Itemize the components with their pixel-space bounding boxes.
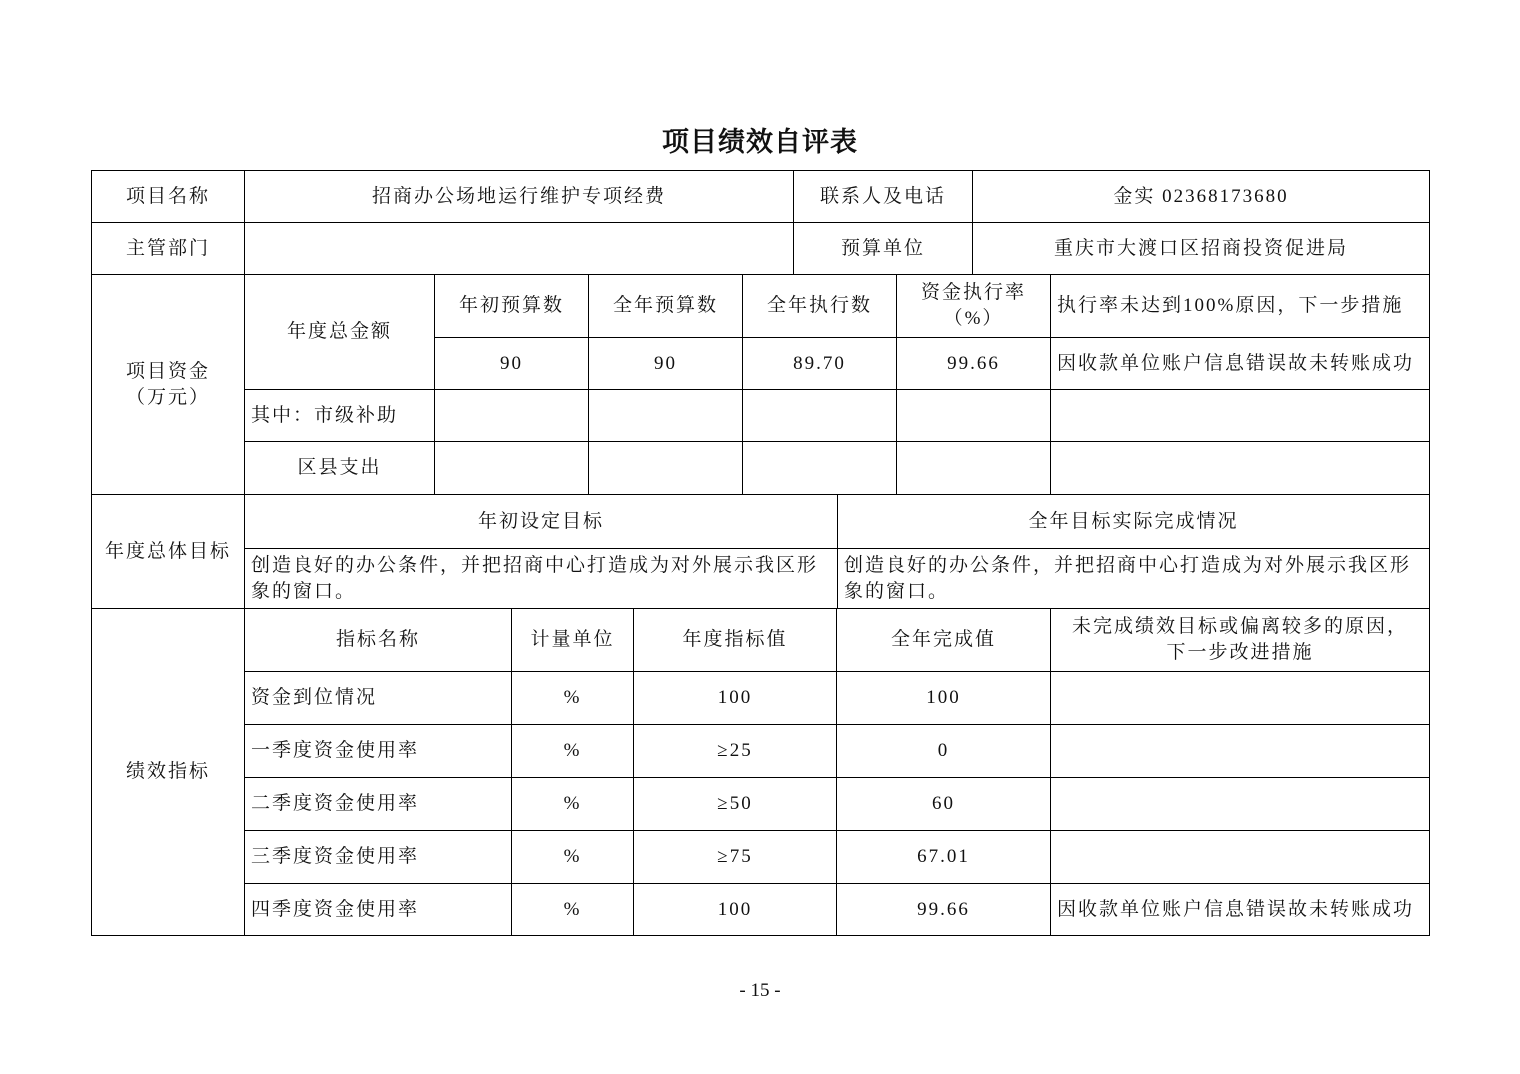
funds-total-value — [434, 337, 589, 390]
indicator-header-text: 计量单位 — [530, 629, 615, 650]
funds-county-value — [434, 441, 589, 495]
funds-header-text: 全年预算数 — [612, 295, 718, 316]
label-department — [91, 222, 245, 275]
label-initial-goal — [244, 494, 838, 549]
indicator-cell — [511, 724, 634, 778]
indicator-header-text: 年度指标值 — [682, 629, 788, 650]
label-annual-total-text: 年度总金额 — [286, 321, 392, 342]
indicator-cell-text: 三季度资金使用率 — [251, 846, 420, 867]
indicator-cell — [633, 724, 837, 778]
label-city-subsidy — [244, 389, 435, 442]
text-actual-completion — [837, 548, 1430, 609]
indicator-cell-text: 100 — [717, 898, 753, 920]
indicator-cell-text: % — [563, 687, 582, 708]
label-project-funds — [91, 274, 245, 495]
page-title: 项目绩效自评表 — [662, 127, 858, 157]
funds-city-value — [742, 389, 897, 442]
funds-county-value — [1050, 441, 1430, 495]
indicator-cell-text: 资金到位情况 — [251, 687, 378, 708]
indicator-cell-text: % — [563, 846, 582, 867]
funds-city-value — [588, 389, 743, 442]
label-annual-goals — [91, 494, 245, 609]
indicator-cell — [836, 777, 1051, 831]
funds-header-text: 年初预算数 — [458, 295, 564, 316]
indicator-cell — [1050, 724, 1430, 778]
indicator-cell-text: 因收款单位账户信息错误故未转账成功 — [1057, 898, 1415, 920]
indicator-cell-text: 二季度资金使用率 — [251, 793, 420, 814]
indicator-cell — [633, 671, 837, 725]
indicator-cell — [633, 830, 837, 884]
funds-header-text: 资金执行率 （%） — [920, 282, 1026, 329]
label-county-expense-text: 区县支出 — [297, 457, 382, 478]
label-performance-indicators — [91, 608, 245, 936]
funds-total-value — [588, 337, 743, 390]
funds-city-value — [896, 389, 1051, 442]
value-contact-text: 金实 02368173680 — [1113, 185, 1289, 207]
indicator-cell-text: % — [563, 793, 582, 814]
indicator-header-text: 指标名称 — [335, 629, 420, 650]
indicator-cell-text: 100 — [717, 687, 753, 708]
value-contact — [972, 170, 1430, 223]
indicator-cell-text: 60 — [932, 793, 955, 814]
label-annual-total — [244, 274, 435, 390]
indicator-cell — [1050, 883, 1430, 936]
indicator-cell — [511, 830, 634, 884]
funds-header — [1050, 274, 1430, 338]
indicator-header — [1050, 608, 1430, 672]
funds-header-text: 全年执行数 — [766, 295, 872, 316]
indicator-cell-text: ≥25 — [717, 740, 753, 761]
indicator-cell-text: ≥75 — [717, 846, 753, 867]
indicator-header-text: 全年完成值 — [890, 629, 996, 650]
indicator-cell — [1050, 777, 1430, 831]
indicator-cell — [511, 671, 634, 725]
funds-city-value — [434, 389, 589, 442]
indicator-header — [511, 608, 634, 672]
text-initial-goal-text: 创造良好的办公条件，并把招商中心打造成为对外展示我区形象的窗口。 — [251, 554, 819, 602]
funds-total-value-text: 99.66 — [947, 352, 1000, 374]
value-project-name — [244, 170, 794, 223]
indicator-cell-text: 一季度资金使用率 — [251, 740, 420, 761]
label-contact-text: 联系人及电话 — [819, 185, 946, 207]
text-actual-completion-text: 创造良好的办公条件，并把招商中心打造成为对外展示我区形象的窗口。 — [844, 554, 1412, 602]
indicator-cell-text: 67.01 — [917, 846, 970, 867]
value-budget-unit-text: 重庆市大渡口区招商投资促进局 — [1053, 237, 1348, 259]
funds-total-value-text: 90 — [654, 352, 677, 374]
value-budget-unit — [972, 222, 1430, 275]
funds-county-value — [588, 441, 743, 495]
label-county-expense — [244, 441, 435, 495]
funds-total-value — [896, 337, 1051, 390]
indicator-cell — [1050, 671, 1430, 725]
indicator-cell-text: 99.66 — [917, 898, 970, 920]
indicator-cell-text: ≥50 — [717, 793, 753, 814]
funds-county-value — [896, 441, 1051, 495]
label-budget-unit-text: 预算单位 — [840, 237, 925, 259]
indicator-cell — [836, 724, 1051, 778]
indicator-cell — [244, 777, 512, 831]
indicator-cell — [1050, 830, 1430, 884]
indicator-cell-text: 100 — [926, 687, 961, 708]
funds-header — [896, 274, 1051, 338]
label-city-subsidy-text: 其中：市级补助 — [251, 404, 399, 426]
label-project-name — [91, 170, 245, 223]
funds-county-value — [742, 441, 897, 495]
indicator-header-text: 未完成绩效目标或偏离较多的原因， 下一步改进措施 — [1071, 616, 1408, 663]
funds-total-value-text: 89.70 — [793, 352, 846, 374]
indicator-cell — [511, 777, 634, 831]
indicator-header — [244, 608, 512, 672]
label-initial-goal-text: 年初设定目标 — [477, 510, 604, 532]
indicator-header — [836, 608, 1051, 672]
funds-header-text: 执行率未达到100%原因，下一步措施 — [1057, 295, 1404, 316]
indicator-header — [633, 608, 837, 672]
label-budget-unit — [793, 222, 973, 275]
funds-header — [742, 274, 897, 338]
funds-total-value-text: 90 — [500, 352, 523, 374]
text-initial-goal — [244, 548, 838, 609]
funds-city-value — [1050, 389, 1430, 442]
indicator-cell — [836, 830, 1051, 884]
indicator-cell — [244, 883, 512, 936]
label-department-text: 主管部门 — [125, 237, 210, 259]
label-actual-completion-text: 全年目标实际完成情况 — [1028, 510, 1239, 532]
label-annual-goals-text: 年度总体目标 — [104, 540, 231, 562]
indicator-cell-text: % — [563, 740, 582, 761]
label-project-funds-text: 项目资金 （万元） — [125, 360, 210, 408]
funds-header — [588, 274, 743, 338]
indicator-cell — [511, 883, 634, 936]
funds-total-value — [1050, 337, 1430, 390]
funds-total-value — [742, 337, 897, 390]
funds-header — [434, 274, 589, 338]
funds-total-value-text: 因收款单位账户信息错误故未转账成功 — [1057, 352, 1415, 374]
indicator-cell — [836, 883, 1051, 936]
value-department — [244, 222, 794, 275]
value-project-name-text: 招商办公场地运行维护专项经费 — [371, 185, 666, 207]
indicator-cell — [836, 671, 1051, 725]
indicator-cell-text: 0 — [937, 740, 950, 761]
indicator-cell — [244, 671, 512, 725]
label-performance-indicators-text: 绩效指标 — [125, 761, 210, 782]
label-contact — [793, 170, 973, 223]
label-project-name-text: 项目名称 — [125, 185, 210, 207]
label-actual-completion — [837, 494, 1430, 549]
page-number: - 15 - — [739, 980, 781, 1001]
indicator-cell — [633, 777, 837, 831]
indicator-cell — [633, 883, 837, 936]
indicator-cell — [244, 724, 512, 778]
indicator-cell — [244, 830, 512, 884]
indicator-cell-text: % — [563, 898, 582, 920]
indicator-cell-text: 四季度资金使用率 — [251, 898, 420, 920]
